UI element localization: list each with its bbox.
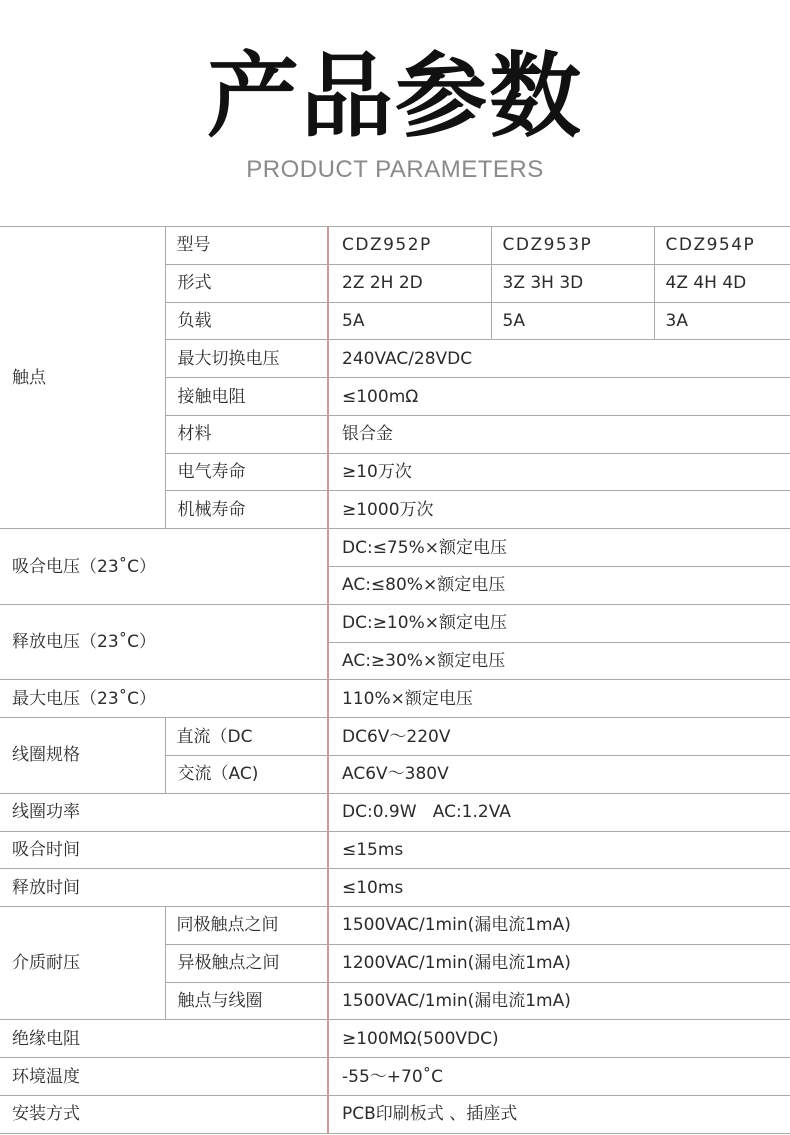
dielectric-diff-pole-value: 1200VAC/1min(漏电流1mA) xyxy=(328,944,790,982)
pickup-time-label: 吸合时间 xyxy=(0,831,328,869)
coil-power-value: DC:0.9W AC:1.2VA xyxy=(328,793,790,831)
pickup-voltage-label: 吸合电压（23˚C） xyxy=(0,529,328,605)
load-label: 负载 xyxy=(165,302,328,340)
release-voltage-label: 释放电压（23˚C） xyxy=(0,604,328,680)
coil-spec-label: 线圈规格 xyxy=(0,718,165,794)
dielectric-same-pole-label: 同极触点之间 xyxy=(165,907,328,945)
dielectric-contact-coil-value: 1500VAC/1min(漏电流1mA) xyxy=(328,982,790,1020)
page-title: 产品参数 xyxy=(206,43,583,150)
table-row xyxy=(0,227,790,265)
table-row xyxy=(0,1020,790,1058)
table-row xyxy=(0,869,790,907)
mechanical-life-value: ≥1000万次 xyxy=(328,491,790,529)
mechanical-life-label: 机械寿命 xyxy=(165,491,328,529)
form-value-3: 4Z 4H 4D xyxy=(654,264,790,302)
page-subtitle: PRODUCT PARAMETERS xyxy=(246,156,544,183)
table-row xyxy=(0,831,790,869)
contact-group-label: 触点 xyxy=(0,227,165,529)
release-time-value: ≤10ms xyxy=(328,869,790,907)
table-row xyxy=(0,1095,790,1133)
dielectric-same-pole-value: 1500VAC/1min(漏电流1mA) xyxy=(328,907,790,945)
max-switch-voltage-label: 最大切换电压 xyxy=(165,340,328,378)
table-row xyxy=(0,529,790,567)
form-value-1: 2Z 2H 2D xyxy=(328,264,491,302)
ambient-temp-label: 环境温度 xyxy=(0,1058,328,1096)
table-row xyxy=(0,907,790,945)
table-row xyxy=(0,1058,790,1096)
coil-power-label: 线圈功率 xyxy=(0,793,328,831)
pickup-voltage-ac: AC:≤80%×额定电压 xyxy=(328,567,790,605)
electrical-life-value: ≥10万次 xyxy=(328,453,790,491)
load-value-3: 3A xyxy=(654,302,790,340)
max-voltage-value: 110%×额定电压 xyxy=(328,680,790,718)
model-value-1: CDZ952P xyxy=(328,227,491,265)
insulation-resistance-label: 绝缘电阻 xyxy=(0,1020,328,1058)
material-label: 材料 xyxy=(165,415,328,453)
mounting-value: PCB印刷板式 、插座式 xyxy=(328,1095,790,1133)
release-voltage-dc: DC:≥10%×额定电压 xyxy=(328,604,790,642)
form-value-2: 3Z 3H 3D xyxy=(491,264,654,302)
max-switch-voltage-value: 240VAC/28VDC xyxy=(328,340,790,378)
max-voltage-label: 最大电压（23˚C） xyxy=(0,680,328,718)
model-label: 型号 xyxy=(165,227,328,265)
electrical-life-label: 电气寿命 xyxy=(165,453,328,491)
pickup-time-value: ≤15ms xyxy=(328,831,790,869)
contact-resistance-value: ≤100mΩ xyxy=(328,378,790,416)
table-row xyxy=(0,680,790,718)
table-row xyxy=(0,793,790,831)
ambient-temp-value: -55～+70˚C xyxy=(328,1058,790,1096)
coil-ac-label: 交流（AC) xyxy=(165,755,328,793)
pickup-voltage-dc: DC:≤75%×额定电压 xyxy=(328,529,790,567)
table-row xyxy=(0,718,790,756)
model-value-2: CDZ953P xyxy=(491,227,654,265)
form-label: 形式 xyxy=(165,264,328,302)
load-value-2: 5A xyxy=(491,302,654,340)
spec-table xyxy=(0,226,790,1134)
dielectric-label: 介质耐压 xyxy=(0,907,165,1020)
coil-dc-label: 直流（DC xyxy=(165,718,328,756)
dielectric-diff-pole-label: 异极触点之间 xyxy=(165,944,328,982)
dielectric-contact-coil-label: 触点与线圈 xyxy=(165,982,328,1020)
model-value-3: CDZ954P xyxy=(654,227,790,265)
coil-ac-value: AC6V～380V xyxy=(328,755,790,793)
insulation-resistance-value: ≥100MΩ(500VDC) xyxy=(328,1020,790,1058)
load-value-1: 5A xyxy=(328,302,491,340)
material-value: 银合金 xyxy=(328,415,790,453)
coil-dc-value: DC6V～220V xyxy=(328,718,790,756)
release-voltage-ac: AC:≥30%×额定电压 xyxy=(328,642,790,680)
release-time-label: 释放时间 xyxy=(0,869,328,907)
table-row xyxy=(0,604,790,642)
contact-resistance-label: 接触电阻 xyxy=(165,378,328,416)
mounting-label: 安装方式 xyxy=(0,1095,328,1133)
